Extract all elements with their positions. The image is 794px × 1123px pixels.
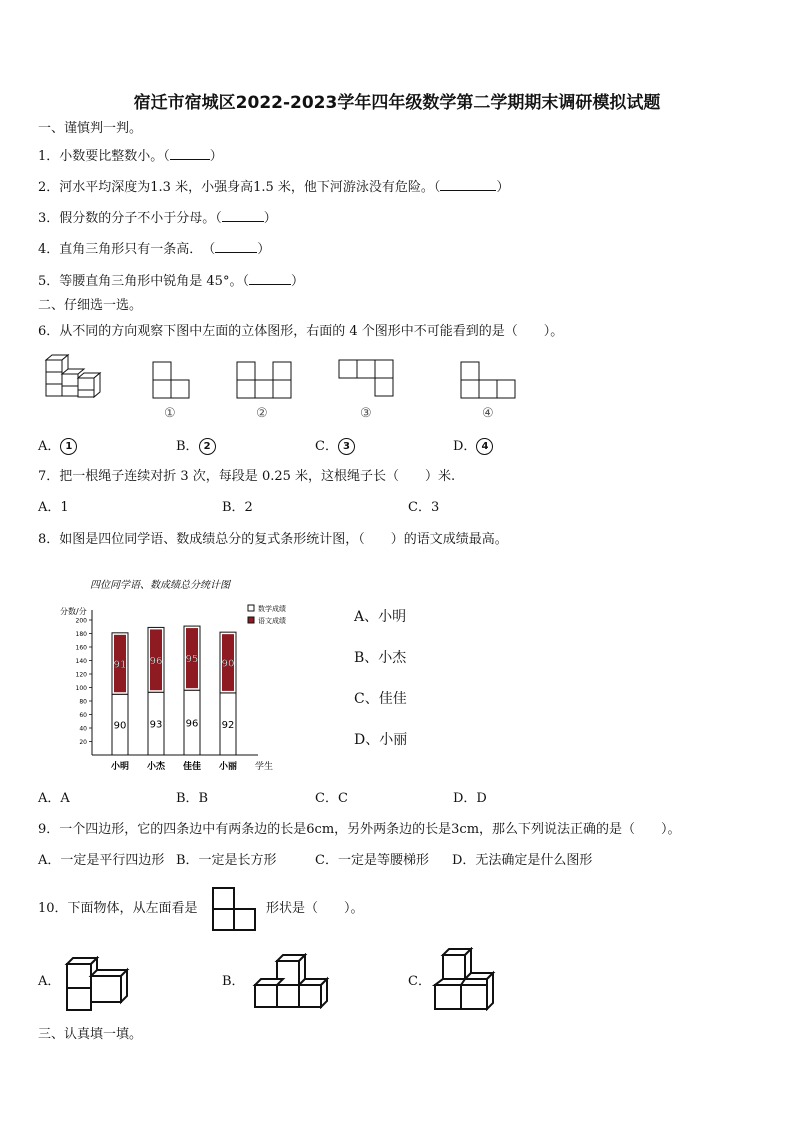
y-tick-label: 200 bbox=[75, 617, 87, 625]
x-tick-label: 小丽 bbox=[218, 762, 238, 772]
q10-option-b-figure bbox=[252, 953, 332, 1009]
y-tick-label: 120 bbox=[75, 671, 87, 679]
chart-title: 四位同学语、数成绩总分统计图 bbox=[90, 580, 230, 591]
q6-view-label-4: ④ bbox=[482, 406, 494, 421]
page-title: 宿迁市宿城区2022-2023学年四年级数学第二学期期末调研模拟试题 bbox=[133, 93, 661, 113]
q8-option-a[interactable]: A．A bbox=[38, 791, 70, 806]
judge-question-3: 3．假分数的分子不小于分母。（ ） bbox=[38, 211, 277, 226]
data-label-math: 96 bbox=[185, 718, 199, 730]
y-tick-label: 100 bbox=[75, 685, 87, 692]
answer-blank[interactable] bbox=[249, 272, 291, 285]
q8-choice-c: C、佳佳 bbox=[354, 691, 407, 707]
judge-question-1: 1．小数要比整数小。（ ） bbox=[38, 149, 223, 164]
q8-choice-d: D、小丽 bbox=[354, 732, 408, 748]
q6-view-label-3: ③ bbox=[360, 406, 372, 421]
q10-option-c-figure bbox=[432, 947, 500, 1011]
legend-label-chinese: 语文成绩 bbox=[258, 617, 286, 625]
data-label-math: 93 bbox=[149, 719, 163, 731]
legend-swatch-math bbox=[248, 605, 254, 611]
data-label-chinese: 90 bbox=[221, 658, 235, 670]
q6-option-d[interactable]: D． 4 bbox=[453, 438, 493, 455]
data-label-chinese: 96 bbox=[149, 655, 163, 667]
answer-blank[interactable] bbox=[170, 147, 210, 160]
data-label-chinese: 95 bbox=[185, 654, 199, 666]
q8-option-b[interactable]: B．B bbox=[176, 791, 209, 806]
q6-option-b[interactable]: B． 2 bbox=[176, 438, 216, 455]
y-tick-label: 80 bbox=[79, 698, 87, 706]
question-10-post: 形状是（ ）。 bbox=[266, 901, 364, 916]
chart-x-label: 学生 bbox=[255, 762, 274, 772]
q10-option-a-figure bbox=[64, 956, 130, 1012]
data-label-math: 92 bbox=[221, 719, 235, 731]
q6-view-4 bbox=[458, 360, 522, 400]
y-tick-label: 60 bbox=[79, 712, 87, 719]
q6-view-label-1: ① bbox=[164, 406, 176, 421]
q7-option-c[interactable]: C．3 bbox=[408, 500, 440, 515]
section-heading-1: 一、谨慎判一判。 bbox=[38, 121, 143, 136]
question-9: 9．一个四边形，它的四条边中有两条边的长是6cm，另外两条边的长是3cm，那么下列说法正确的是（ ）。 bbox=[38, 822, 681, 837]
q6-option-a[interactable]: A． 1 bbox=[38, 438, 77, 455]
q6-view-1 bbox=[150, 360, 194, 400]
question-6: 6．从不同的方向观察下图中左面的立体图形，右面的 4 个图形中不可能看到的是（ ）。 bbox=[38, 324, 564, 339]
question-8: 8．如图是四位同学语、数成绩总分的复式条形统计图，（ ）的语文成绩最高。 bbox=[38, 532, 508, 547]
y-tick-label: 140 bbox=[75, 658, 87, 665]
q10-option-b[interactable]: B． bbox=[222, 974, 245, 989]
q10-left-view-shape bbox=[210, 886, 258, 932]
y-tick-label: 40 bbox=[79, 725, 87, 733]
question-7: 7．把一根绳子连续对折 3 次，每段是 0.25 米，这根绳子长（ ）米. bbox=[38, 469, 456, 484]
q6-view-label-2: ② bbox=[256, 406, 268, 421]
legend-swatch-chinese bbox=[248, 617, 254, 623]
q10-option-c[interactable]: C． bbox=[408, 974, 431, 989]
q9-option-d[interactable]: D．无法确定是什么图形 bbox=[452, 853, 593, 868]
q8-choice-b: B、小杰 bbox=[354, 650, 407, 666]
data-label-math: 90 bbox=[113, 720, 127, 732]
answer-blank[interactable] bbox=[222, 209, 264, 222]
x-tick-label: 小杰 bbox=[146, 762, 166, 772]
q8-stacked-bar-chart bbox=[58, 574, 286, 772]
q6-solid-figure bbox=[42, 352, 108, 400]
question-10-pre: 10．下面物体，从左面看是 bbox=[38, 901, 198, 916]
q8-option-d[interactable]: D．D bbox=[453, 791, 487, 806]
y-tick-label: 20 bbox=[79, 739, 87, 746]
section-heading-3: 三、认真填一填。 bbox=[38, 1027, 143, 1042]
q8-choice-a: A、小明 bbox=[354, 609, 407, 625]
judge-question-4: 4．直角三角形只有一条高． （ ） bbox=[38, 242, 271, 257]
q9-option-b[interactable]: B．一定是长方形 bbox=[176, 853, 277, 868]
q6-option-c[interactable]: C． 3 bbox=[315, 438, 355, 455]
q9-option-c[interactable]: C．一定是等腰梯形 bbox=[315, 853, 429, 868]
q6-view-2 bbox=[234, 360, 296, 400]
q9-option-a[interactable]: A．一定是平行四边形 bbox=[38, 853, 165, 868]
judge-question-5: 5．等腰直角三角形中锐角是 45°。（ ） bbox=[38, 274, 304, 289]
y-tick-label: 160 bbox=[75, 644, 87, 652]
x-tick-label: 佳佳 bbox=[182, 762, 202, 772]
answer-blank[interactable] bbox=[215, 240, 257, 253]
chart-y-label: 分数/分 bbox=[60, 607, 87, 616]
q7-option-b[interactable]: B．2 bbox=[222, 500, 253, 515]
x-tick-label: 小明 bbox=[110, 762, 130, 772]
answer-blank[interactable] bbox=[440, 178, 496, 191]
q7-option-a[interactable]: A．1 bbox=[38, 500, 69, 515]
section-heading-2: 二、仔细选一选。 bbox=[38, 298, 143, 313]
q6-view-3 bbox=[336, 358, 400, 400]
q8-option-c[interactable]: C．C bbox=[315, 791, 348, 806]
judge-question-2: 2．河水平均深度为1.3 米，小强身高1.5 米，他下河游泳没有危险。（ ） bbox=[38, 180, 510, 195]
legend-label-math: 数学成绩 bbox=[258, 605, 286, 613]
y-tick-label: 180 bbox=[75, 631, 87, 638]
data-label-chinese: 91 bbox=[113, 659, 127, 671]
q10-option-a[interactable]: A． bbox=[38, 974, 61, 989]
